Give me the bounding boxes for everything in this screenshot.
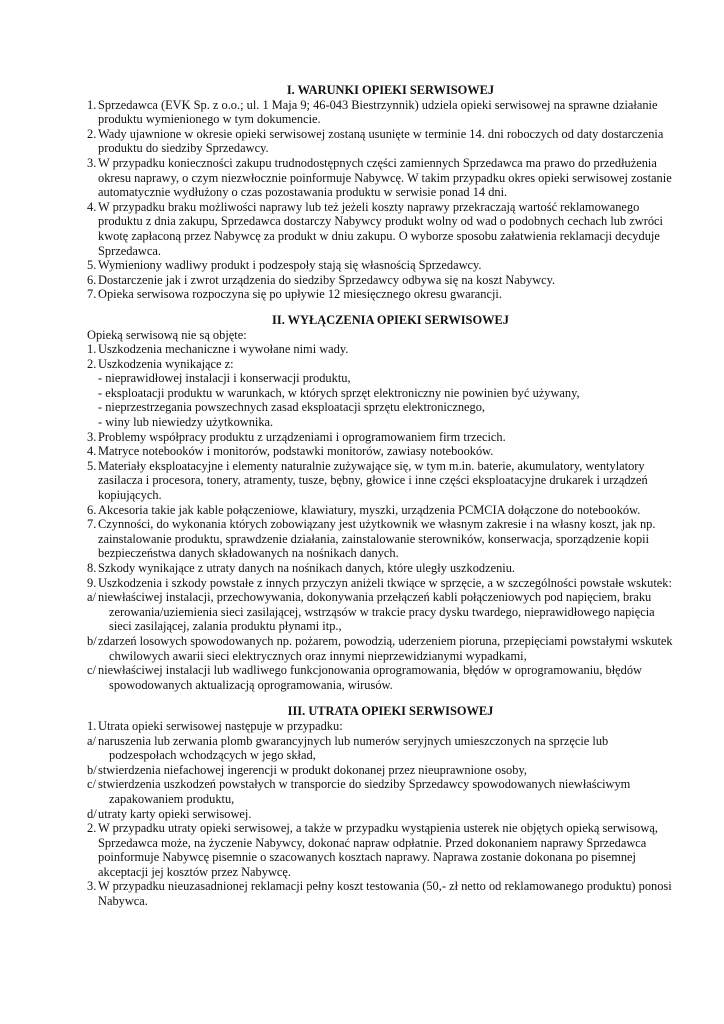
item-number: 9.: [87, 575, 97, 590]
letter-item: [87, 807, 674, 822]
list-item: [87, 503, 674, 518]
list-item: [87, 287, 674, 302]
item-number: 4.: [87, 199, 97, 214]
section-1-list: [87, 98, 674, 302]
letter-item: [87, 777, 674, 806]
item-number: 2.: [87, 126, 97, 141]
item-text: W przypadku nieuzasadnionej reklamacji pełny koszt testowania (50,- zł netto od reklamowanego produktu) ponosi Nabywca.: [98, 879, 672, 909]
section-3-list: [87, 719, 674, 909]
item-text: Wady ujawnione w okresie opieki serwisowej zostaną usunięte w terminie 14. dni roboczych od daty dostarczenia produktu do siedziby Sprzedawcy.: [98, 126, 664, 156]
letter-text: niewłaściwej instalacji, przechowywania, dokonywania przełączeń kabli połączeniowych pod napięciem, braku zerowania/uziemienia sieci zasilającej, wstrząsów w trakcie pracy dysku twardego, nieprawidłowego napięcia sieci zasilającej, zalania produktu płynami itp.,: [98, 590, 655, 634]
letter-item: [87, 634, 674, 663]
list-item: [87, 444, 674, 459]
item-number: 2.: [87, 356, 97, 371]
item-text: Czynności, do wykonania których zobowiązany jest użytkownik we własnym zakresie i na własny koszt, jak np. zainstalowanie produktu, sprawdzenie działania, zainstalowanie sterowników, konserwacja, sporządzenie kopii bezpieczeństwa danych składowanych na nośnikach danych.: [98, 517, 656, 561]
letter-tag: b/: [87, 762, 97, 777]
letter-tag: c/: [87, 777, 96, 792]
list-item: [87, 156, 674, 200]
item-text: Problemy współpracy produktu z urządzeniami i oprogramowaniem firm trzecich.: [98, 429, 506, 444]
list-item: [87, 342, 674, 357]
list-item: [87, 517, 674, 561]
item-text: Dostarczenie jak i zwrot urządzenia do siedziby Sprzedawcy odbywa się na koszt Nabywcy.: [98, 272, 556, 287]
list-item: [87, 879, 674, 908]
letter-tag: a/: [87, 733, 96, 748]
dash-item: - winy lub niewiedzy użytkownika.: [98, 415, 274, 430]
item-text: Matryce notebooków i monitorów, podstawki monitorów, zawiasy notebooków.: [98, 444, 494, 459]
dash-item: - nieprzestrzegania powszechnych zasad eksploatacji sprzętu elektronicznego,: [98, 400, 486, 415]
letter-text: stwierdzenia niefachowej ingerencji w produkt dokonanej przez nieuprawnione osoby,: [98, 762, 527, 777]
item-text: Sprzedawca (EVK Sp. z o.o.; ul. 1 Maja 9; 46-043 Biestrzynnik) udziela opieki serwisowej na sprawne działanie produktu wymienionego w tym dokumencie.: [98, 97, 658, 127]
item-text: Uszkodzenia wynikające z:: [98, 356, 234, 371]
letter-text: zdarzeń losowych spowodowanych np. pożarem, powodzią, uderzeniem pioruna, przepięciami powstałymi wskutek chwilowych awarii sieci elektrycznych oraz innymi nieprzewidzianymi wypadkami,: [98, 633, 673, 663]
item-number: 5.: [87, 458, 97, 473]
list-item: [87, 430, 674, 445]
item-text: W przypadku konieczności zakupu trudnodostępnych części zamiennych Sprzedawca ma prawo do przedłużenia okresu naprawy, o czym niezwłocznie poinformuje Nabywcę. W takim przypadku okres opieki serwisowej zostanie automatycznie wydłużony o czas pozostawania produktu w serwisie ponad 14 dni.: [98, 155, 672, 200]
section-2-title: II. WYŁĄCZENIA OPIEKI SERWISOWEJ: [272, 312, 509, 327]
item-number: 7.: [87, 517, 97, 532]
list-item: [87, 576, 674, 591]
list-item: [87, 821, 674, 879]
item-text: Utrata opieki serwisowej następuje w przypadku:: [98, 718, 343, 733]
list-item: [87, 127, 674, 156]
item-text: W przypadku utraty opieki serwisowej, a także w przypadku wystąpienia usterek nie objętych opieką serwisową, Sprzedawca może, na życzenie Nabywcy, dokonać napraw odpłatnie. Przed dokonaniem naprawy Sprzedawca poinformuje Nabywcę pisemnie o szacowanych kosztach naprawy. Naprawa zostanie dokonana po pisemnej akceptacji jej kosztów przez Nabywcę.: [98, 821, 658, 879]
letter-item: [87, 590, 674, 634]
letter-text: stwierdzenia uszkodzeń powstałych w transporcie do siedziby Sprzedawcy spowodowanych niewłaściwym zapakowaniem produktu,: [98, 777, 631, 806]
item-number: 3.: [87, 429, 97, 444]
item-number: 1.: [87, 342, 97, 357]
item-number: 8.: [87, 561, 97, 575]
item-text: Akcesoria takie jak kable połączeniowe, klawiatury, myszki, urządzenia PCMCIA dołączone do notebooków.: [98, 502, 641, 517]
item-number: 2.: [87, 821, 97, 836]
letter-tag: d/: [87, 806, 97, 821]
item-number: 7.: [87, 287, 97, 302]
item-text: Uszkodzenia mechaniczne i wywołane nimi wady.: [98, 342, 349, 357]
section-3-title: III. UTRATA OPIEKI SERWISOWEJ: [287, 704, 494, 719]
dash-item: - nieprawidłowej instalacji i konserwacji produktu,: [98, 371, 351, 386]
letter-tag: a/: [87, 590, 96, 605]
letter-text: naruszenia lub zerwania plomb gwarancyjnych lub numerów seryjnych umieszczonych na sprzęcie lub podzespołach wchodzących w jego skład,: [98, 733, 609, 763]
list-item: [87, 357, 674, 372]
item-text: Wymieniony wadliwy produkt i podzespoły stają się własnością Sprzedawcy.: [98, 258, 482, 273]
item-text: W przypadku braku możliwości naprawy lub też jeżeli koszty naprawy przekraczają wartość reklamowanego produktu z dnia zakupu, Sprzedawca dostarczy Nabywcy produkt wolny od wad o podobnych cechach lub zwróci kwotę zapłaconą przez Nabywcę za produkt w dniu zakupu. O wyborze sposobu załatwienia reklamacji decyduje Sprzedawca.: [98, 199, 663, 258]
item-text: Uszkodzenia i szkody powstałe z innych przyczyn aniżeli tkwiące w sprzęcie, a w szczególności powstałe wskutek:: [98, 575, 672, 590]
list-item: [87, 273, 674, 288]
list-item: [87, 561, 674, 576]
section-2-list: [87, 328, 674, 693]
list-item: [87, 200, 674, 258]
item-number: 3.: [87, 879, 97, 894]
list-item: [87, 258, 674, 273]
section-1-title: I. WARUNKI OPIEKI SERWISOWEJ: [286, 83, 495, 97]
item-number: 6.: [87, 502, 97, 517]
item-number: 1.: [87, 718, 97, 733]
section-2-intro: Opieką serwisową nie są objęte:: [87, 327, 247, 342]
list-item: [87, 719, 674, 734]
letter-text: niewłaściwej instalacji lub wadliwego funkcjonowania oprogramowania, błędów w oprogramowaniu, błędów spowodowanych aktualizacją oprogramowania, wirusów.: [98, 663, 643, 692]
item-text: Opieka serwisowa rozpoczyna się po upływie 12 miesięcznego okresu gwarancji.: [98, 287, 502, 302]
letter-item: [87, 763, 674, 778]
item-number: 6.: [87, 272, 97, 287]
item-number: 5.: [87, 258, 97, 273]
letter-tag: c/: [87, 663, 96, 678]
letter-item: [87, 663, 674, 692]
item-number: 1.: [87, 97, 97, 112]
letter-item: [87, 734, 674, 763]
item-number: 4.: [87, 444, 97, 459]
item-text: Szkody wynikające z utraty danych na nośnikach danych, które uległy uszkodzeniu.: [98, 561, 516, 575]
item-text: Materiały eksploatacyjne i elementy naturalnie zużywające się, w tym m.in. baterie, akumulatory, wentylatory zasilacza i procesora, tonery, atramenty, tusze, bębny, głowice i inne części eksploatacyjne drukarek i urządzeń kopiujących.: [98, 458, 648, 503]
list-item: [87, 98, 674, 127]
dash-item: - eksploatacji produktu w warunkach, w których sprzęt elektroniczny nie powinien być używany,: [98, 385, 580, 400]
letter-text: utraty karty opieki serwisowej.: [98, 806, 252, 821]
list-item: [87, 459, 674, 503]
letter-tag: b/: [87, 633, 97, 648]
item-number: 3.: [87, 155, 97, 170]
